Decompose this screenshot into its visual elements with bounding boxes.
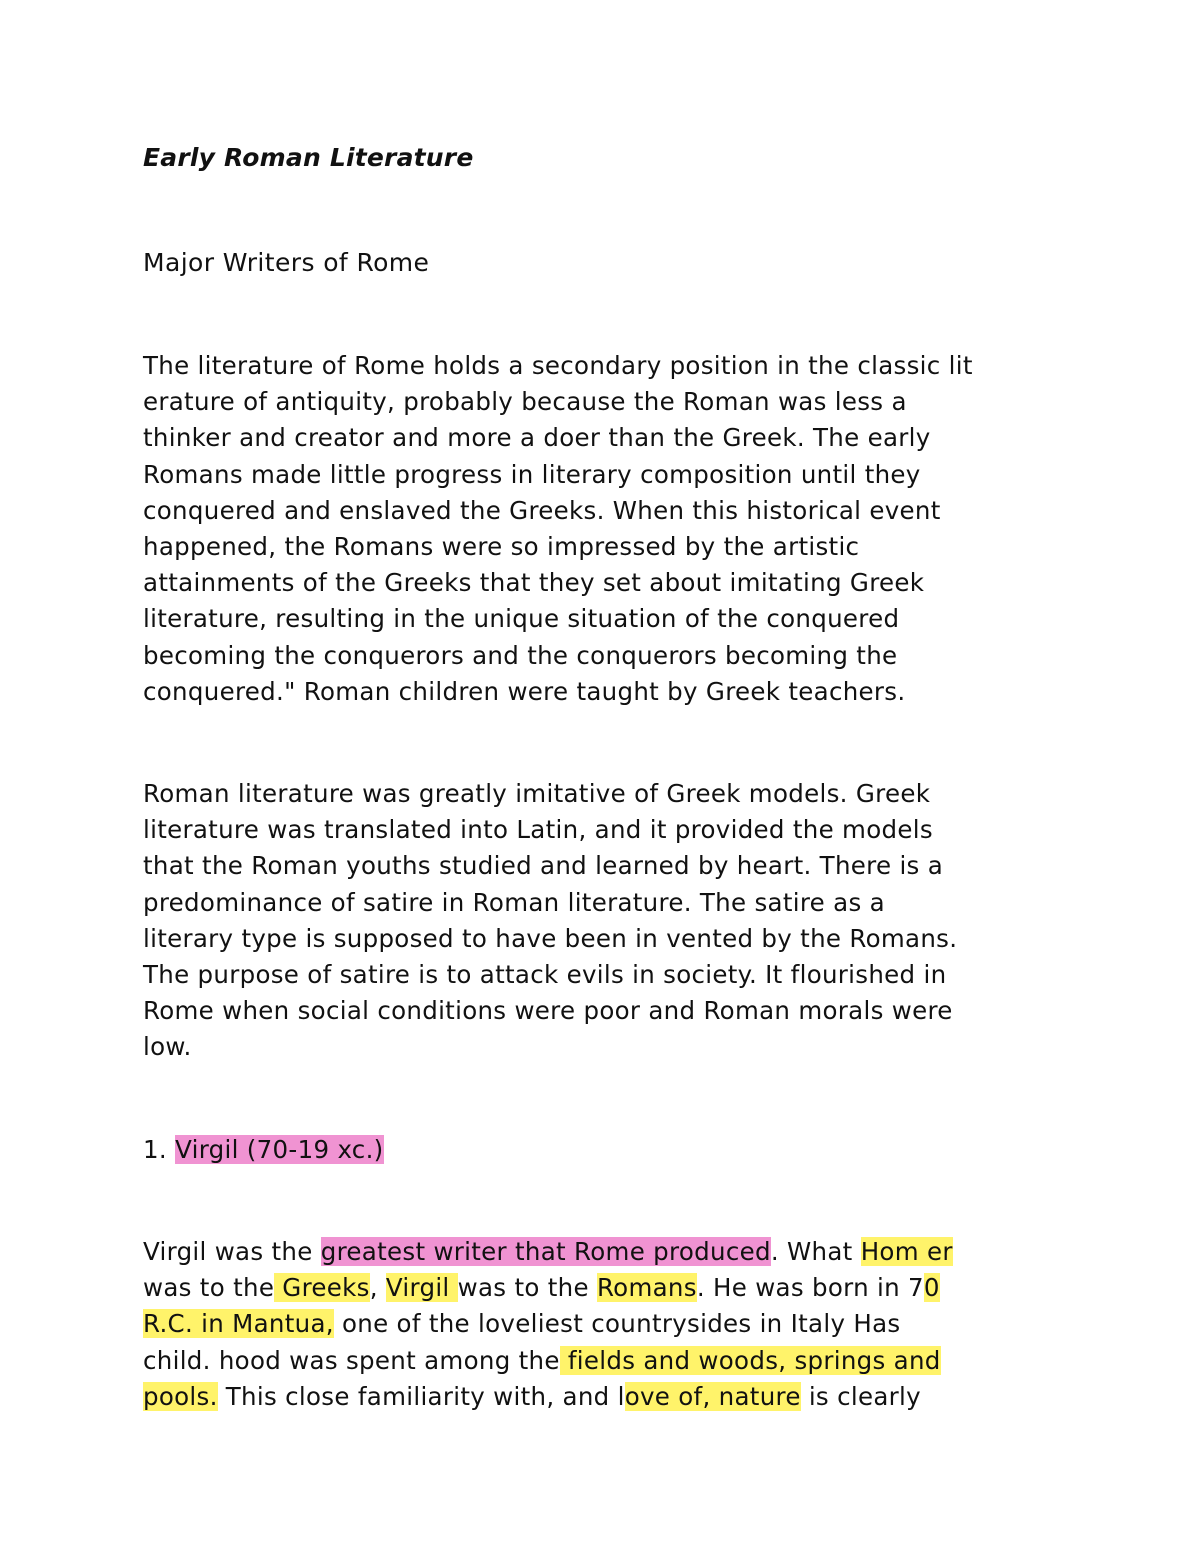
paragraph-line: erature of antiquity, probably because the Roman was less a (143, 387, 907, 417)
highlight-yellow: 0 (923, 1273, 940, 1303)
highlight-yellow: pools. (143, 1381, 218, 1411)
paragraph-virgil (143, 1234, 1073, 1415)
paragraph-line (143, 1306, 1073, 1342)
text-run: . What (770, 1237, 861, 1266)
paragraph-line (143, 1270, 1073, 1306)
highlight-yellow: R.C. in Mantua, (143, 1309, 334, 1339)
paragraph-line: predominance of satire in Roman literature. The satire as a (143, 887, 885, 917)
list-number: 1. (143, 1135, 176, 1164)
paragraph-line: Rome when social conditions were poor and Roman morals were (143, 996, 953, 1026)
paragraph-line: Roman literature was greatly imitative of Greek models. Greek (143, 779, 931, 808)
highlight-yellow: Greeks (274, 1273, 370, 1303)
text-run: . He was born in 7 (696, 1273, 924, 1303)
highlight-yellow: Romans (596, 1273, 697, 1303)
paragraph-line: thinker and creator and more a doer than the Greek. The early (143, 423, 931, 453)
highlight-yellow: fields and woods, springs and (559, 1345, 941, 1375)
section-subtitle: Major Writers of Rome (143, 248, 430, 277)
text-run: was to the (457, 1273, 597, 1303)
highlight-yellow: ove of, nature (624, 1381, 801, 1411)
text-run: Virgil was the (143, 1237, 321, 1266)
paragraph-line: The purpose of satire is to attack evils in society. It flourished in (143, 960, 947, 990)
paragraph-line: conquered and enslaved the Greeks. When this historical event (143, 495, 941, 525)
paragraph-line: Romans made little progress in literary composition until they (143, 459, 921, 489)
paragraph-line: happened, the Romans were so impressed by the artistic (143, 532, 860, 562)
paragraph-line: literary type is supposed to have been in vented by the Romans. (143, 923, 958, 953)
highlight-yellow: Hom er (860, 1237, 953, 1266)
paragraph-line: literature was translated into Latin, and it provided the models (143, 815, 933, 845)
text-run: is clearly (800, 1381, 921, 1411)
paragraph-line (143, 1343, 1073, 1379)
text-run: child. hood was spent among the (143, 1345, 560, 1375)
highlighted-heading: Virgil (70-19 xc.) (175, 1135, 384, 1164)
paragraph-line: conquered." Roman children were taught by Greek teachers. (143, 676, 906, 706)
list-item-virgil (143, 1132, 1073, 1168)
paragraph-intro (143, 348, 1073, 710)
page-title: Early Roman Literature (143, 143, 474, 172)
paragraph-line: The literature of Rome holds a secondary position in the classic lit (143, 351, 973, 380)
paragraph-line (143, 1234, 1073, 1270)
paragraph-line: becoming the conquerors and the conquerors becoming the (143, 640, 898, 670)
paragraph-imitation (143, 776, 1073, 1066)
paragraph-line: low. (143, 1032, 192, 1062)
paragraph-line: attainments of the Greeks that they set about imitating Greek (143, 568, 925, 598)
paragraph-line: that the Roman youths studied and learned by heart. There is a (143, 851, 944, 881)
highlight-yellow: Virgil (385, 1273, 458, 1303)
text-run: one of the loveliest countrysides in Italy Has (333, 1309, 901, 1339)
paragraph-line (143, 1379, 1073, 1415)
text-run: This close familiarity with, and l (217, 1381, 625, 1411)
paragraph-line: literature, resulting in the unique situation of the conquered (143, 604, 900, 634)
text-run: was to the (143, 1273, 275, 1303)
text-run: , (369, 1273, 386, 1303)
highlight-pink: greatest writer that Rome produced (320, 1237, 771, 1266)
